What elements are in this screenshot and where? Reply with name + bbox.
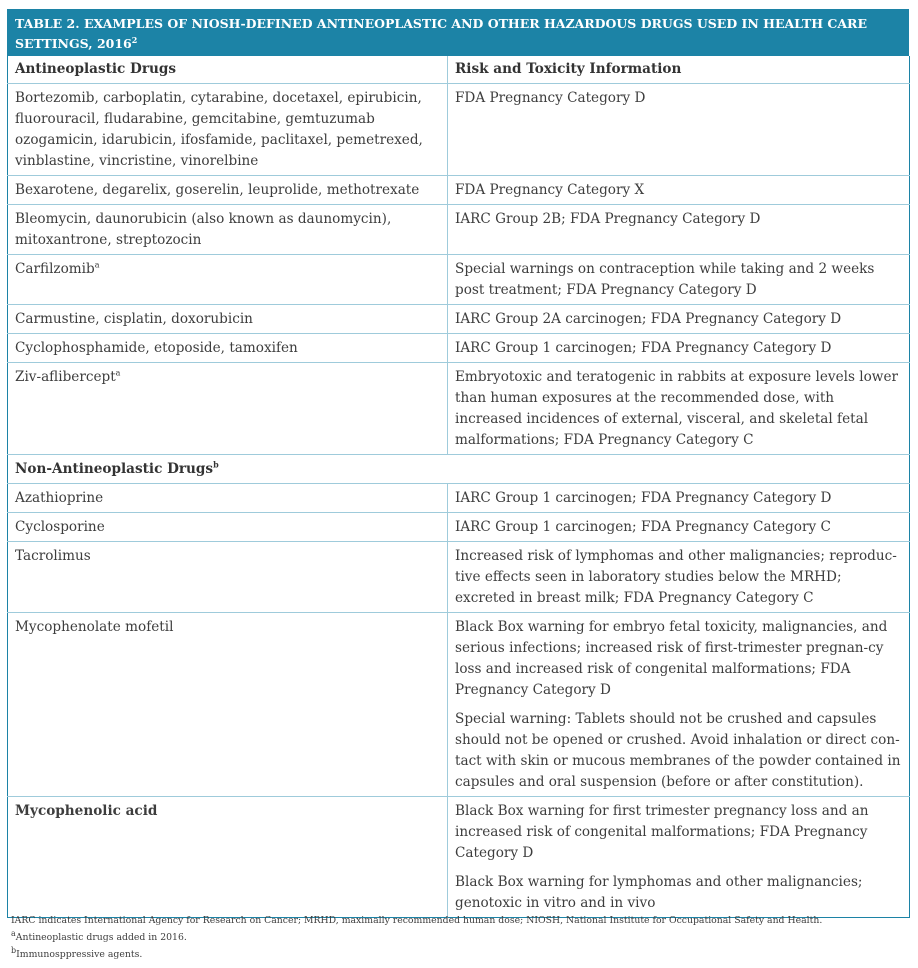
risk-cell: [448, 513, 910, 542]
drug-cell: [8, 542, 448, 613]
drug-names: Azathioprine: [15, 490, 104, 506]
risk-text: IARC Group 1 carcinogen; FDA Pregnancy Category C: [455, 519, 831, 535]
table-row: [8, 176, 910, 205]
risk-text: Increased risk of lymphomas and other malignancies; reproduc-tive effects seen in laboratory studies below the MRHD; excreted in breast milk; FDA Pregnancy Category C: [455, 548, 897, 606]
drug-names: Carmustine, cisplatin, doxorubicin: [15, 311, 253, 327]
footnote-a-mark: a: [11, 928, 16, 938]
table-title-reference: 2: [131, 35, 138, 45]
risk-text: Black Box warning for lymphomas and other malignancies; genotoxic in vitro and in vivo: [455, 874, 863, 911]
footnote-a: [11, 929, 911, 946]
table-row: [8, 542, 910, 613]
drug-footnote-mark: a: [94, 260, 100, 270]
risk-text: IARC Group 2A carcinogen; FDA Pregnancy Category D: [455, 311, 842, 327]
risk-cell: [448, 542, 910, 613]
risk-cell: [448, 797, 910, 918]
drug-cell: [8, 797, 448, 918]
drug-names: Carfilzomib: [15, 261, 95, 277]
risk-cell: [448, 334, 910, 363]
table-row: [8, 255, 910, 305]
section-header-non-antineoplastic: [8, 455, 910, 484]
risk-text: Embryotoxic and teratogenic in rabbits at exposure levels lower than human exposures at the recommended dose, with increased incidences of external, visceral, and skeletal fetal malformations; FDA Pregnancy Category C: [455, 369, 898, 448]
drug-cell: [8, 363, 448, 455]
risk-text: IARC Group 1 carcinogen; FDA Pregnancy Category D: [455, 340, 832, 356]
column-header-drugs: Antineoplastic Drugs: [8, 56, 448, 84]
risk-cell: [448, 255, 910, 305]
drug-names: Mycophenolate mofetil: [15, 619, 174, 635]
section-header-text: Non-Antineoplastic Drugs: [15, 461, 214, 477]
risk-text: Black Box warning for embryo fetal toxicity, malignancies, and serious infections; increased risk of first-trimester pregnan-cy loss and increased risk of congenital malformations; FDA Pregnancy Category D: [455, 619, 888, 698]
risk-cell: [448, 484, 910, 513]
table-row: [8, 84, 910, 176]
risk-text: Special warnings on contraception while taking and 2 weeks post treatment; FDA Pregnancy Category D: [455, 261, 875, 298]
risk-text: FDA Pregnancy Category D: [455, 90, 646, 106]
drug-cell: [8, 513, 448, 542]
drug-names: Bortezomib, carboplatin, cytarabine, docetaxel, epirubicin, fluorouracil, fludarabine, gemcitabine, gemtuzumab ozogamicin, idarubicin, ifosfamide, paclitaxel, pemetrexed, vinblastine, vincristine, vinorelbine: [15, 90, 423, 169]
drug-names: Bleomycin, daunorubicin (also known as daunomycin), mitoxantrone, streptozocin: [15, 211, 392, 248]
drug-names: Bexarotene, degarelix, goserelin, leuprolide, methotrexate: [15, 182, 420, 198]
footnote-a-text: Antineoplastic drugs added in 2016.: [15, 932, 187, 943]
table-row: [8, 797, 910, 918]
section-footnote-mark: b: [213, 459, 219, 470]
drug-cell: [8, 334, 448, 363]
risk-cell: [448, 84, 910, 176]
hazardous-drugs-table: [7, 9, 909, 918]
risk-cell: [448, 305, 910, 334]
drug-cell: [8, 84, 448, 176]
footnote-b-text: Immunosppressive agents.: [16, 949, 143, 960]
table-title: [7, 9, 909, 56]
drug-cell: [8, 255, 448, 305]
table-footnotes: [11, 912, 911, 963]
footnote-b: [11, 946, 911, 963]
drug-cell: [8, 484, 448, 513]
risk-cell: [448, 176, 910, 205]
risk-text: IARC Group 1 carcinogen; FDA Pregnancy Category D: [455, 490, 832, 506]
table-title-text: TABLE 2. EXAMPLES OF NIOSH-DEFINED ANTINEOPLASTIC AND OTHER HAZARDOUS DRUGS USED IN HEALTH CARE SETTINGS, 2016: [15, 16, 867, 52]
drug-footnote-mark: a: [115, 368, 121, 378]
risk-text: Special warning: Tablets should not be crushed and capsules should not be opened or crushed. Avoid inhalation or direct con-tact with skin or mucous membranes of the powder contained in capsules and oral suspension (before or after constitution).: [455, 711, 901, 790]
table-body: [7, 56, 910, 918]
drug-names: Cyclosporine: [15, 519, 105, 535]
table-row: [8, 484, 910, 513]
table-row: [8, 513, 910, 542]
risk-text: IARC Group 2B; FDA Pregnancy Category D: [455, 211, 761, 227]
drug-cell: [8, 305, 448, 334]
footnote-abbreviations: IARC indicates International Agency for Research on Cancer; MRHD, maximally recommended human dose; NIOSH, National Institute for Occupational Safety and Health.: [11, 915, 823, 926]
table-row: [8, 334, 910, 363]
risk-cell: [448, 205, 910, 255]
table-row: [8, 613, 910, 797]
footnote-b-mark: b: [11, 945, 17, 955]
risk-cell: [448, 363, 910, 455]
risk-cell: [448, 613, 910, 797]
risk-text: FDA Pregnancy Category X: [455, 182, 645, 198]
section-header-row: [8, 455, 910, 484]
table-row: [8, 205, 910, 255]
risk-text: Black Box warning for first trimester pregnancy loss and an increased risk of congenital malformations; FDA Pregnancy Category D: [455, 803, 869, 861]
drug-cell: [8, 205, 448, 255]
drug-names: Tacrolimus: [15, 548, 91, 564]
table-row: [8, 363, 910, 455]
table-row: [8, 305, 910, 334]
column-header-row: [8, 56, 910, 84]
drug-cell: [8, 613, 448, 797]
drug-cell: [8, 176, 448, 205]
drug-names: Cyclophosphamide, etoposide, tamoxifen: [15, 340, 298, 356]
drug-names: Ziv-aflibercept: [15, 369, 116, 385]
column-header-risk: Risk and Toxicity Information: [455, 61, 682, 77]
drug-names: Mycophenolic acid: [15, 803, 158, 819]
